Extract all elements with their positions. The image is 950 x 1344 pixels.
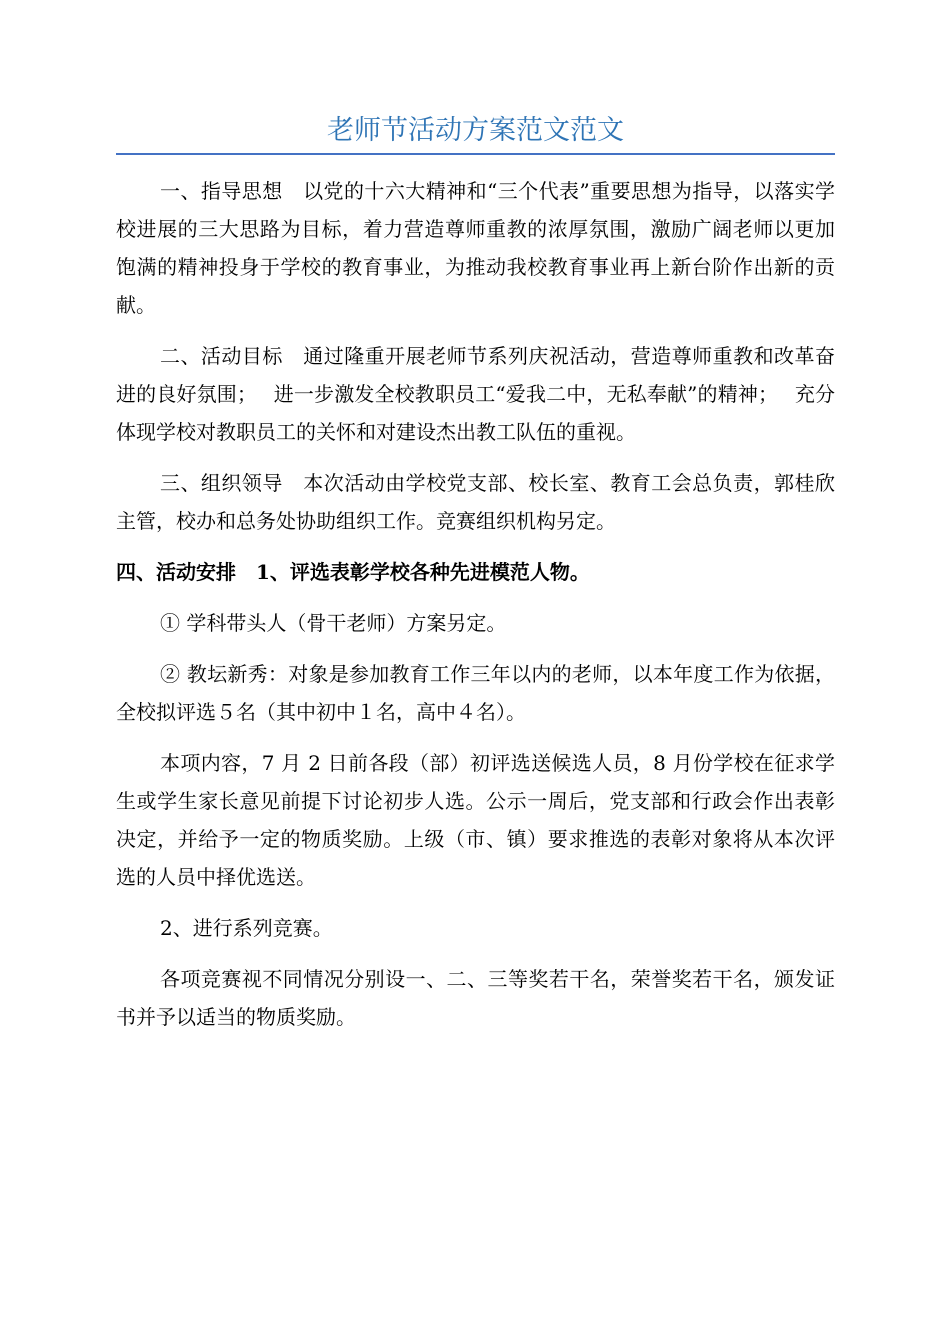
title-underline: [116, 153, 835, 155]
paragraph-text: 通过隆重开展老师节系列庆祝活动，营造尊师重教和改革奋进的良好氛围； 进一步激发全校教职员工“爱我二中，无私奉献”的精神； 充分体现学校对教职员工的关怀和对建设杰出教工队伍的重视。: [116, 344, 835, 444]
paragraph-activity-goals: [116, 337, 835, 451]
paragraph-selection-process: 本项内容，7 月 2 日前各段（部）初评选送候选人员，8 月份学校在征求学生或学生家长意见前提下讨论初步人选。公示一周后，党支部和行政会作出表彰决定，并给予一定的物质奖励。上级（市、镇）要求推选的表彰对象将从本次评选的人员中择优选送。: [116, 751, 835, 889]
section-heading: 四、活动安排: [116, 560, 236, 584]
paragraph-text: 1、评选表彰学校各种先进模范人物。: [256, 560, 590, 584]
document-body: [116, 172, 835, 1049]
section-heading: 二、活动目标: [160, 344, 283, 368]
section-heading: 一、指导思想: [160, 179, 283, 203]
paragraph-subject-leader: ① 学科带头人（骨干老师）方案另定。: [160, 611, 507, 635]
paragraph-awards: 各项竞赛视不同情况分别设一、二、三等奖若干名，荣誉奖若干名，颁发证书并予以适当的物质奖励。: [116, 967, 835, 1029]
section-heading: 三、组织领导: [160, 471, 283, 495]
paragraph-text: 以党的十六大精神和“三个代表”重要思想为指导，以落实学校进展的三大思路为目标，着力营造尊师重教的浓厚氛围，激励广阔老师以更加饱满的精神投身于学校的教育事业，为推动我校教育事业再上新台阶作出新的贡献。: [116, 179, 836, 317]
paragraph-guiding-ideology: [116, 172, 835, 324]
paragraph-new-teacher: ② 教坛新秀：对象是参加教育工作三年以内的老师，以本年度工作为依据，全校拟评选５名（其中初中１名，高中４名）。: [116, 662, 835, 724]
document-title: 老师节活动方案范文范文: [327, 115, 624, 146]
paragraph-activity-arrangement: [116, 553, 835, 591]
paragraph-competitions: 2、进行系列竞赛。: [160, 916, 333, 940]
paragraph-organization: [116, 464, 835, 540]
paragraph-text: 本次活动由学校党支部、校长室、教育工会总负责，郭桂欣主管，校办和总务处协助组织工作。竞赛组织机构另定。: [116, 471, 835, 533]
